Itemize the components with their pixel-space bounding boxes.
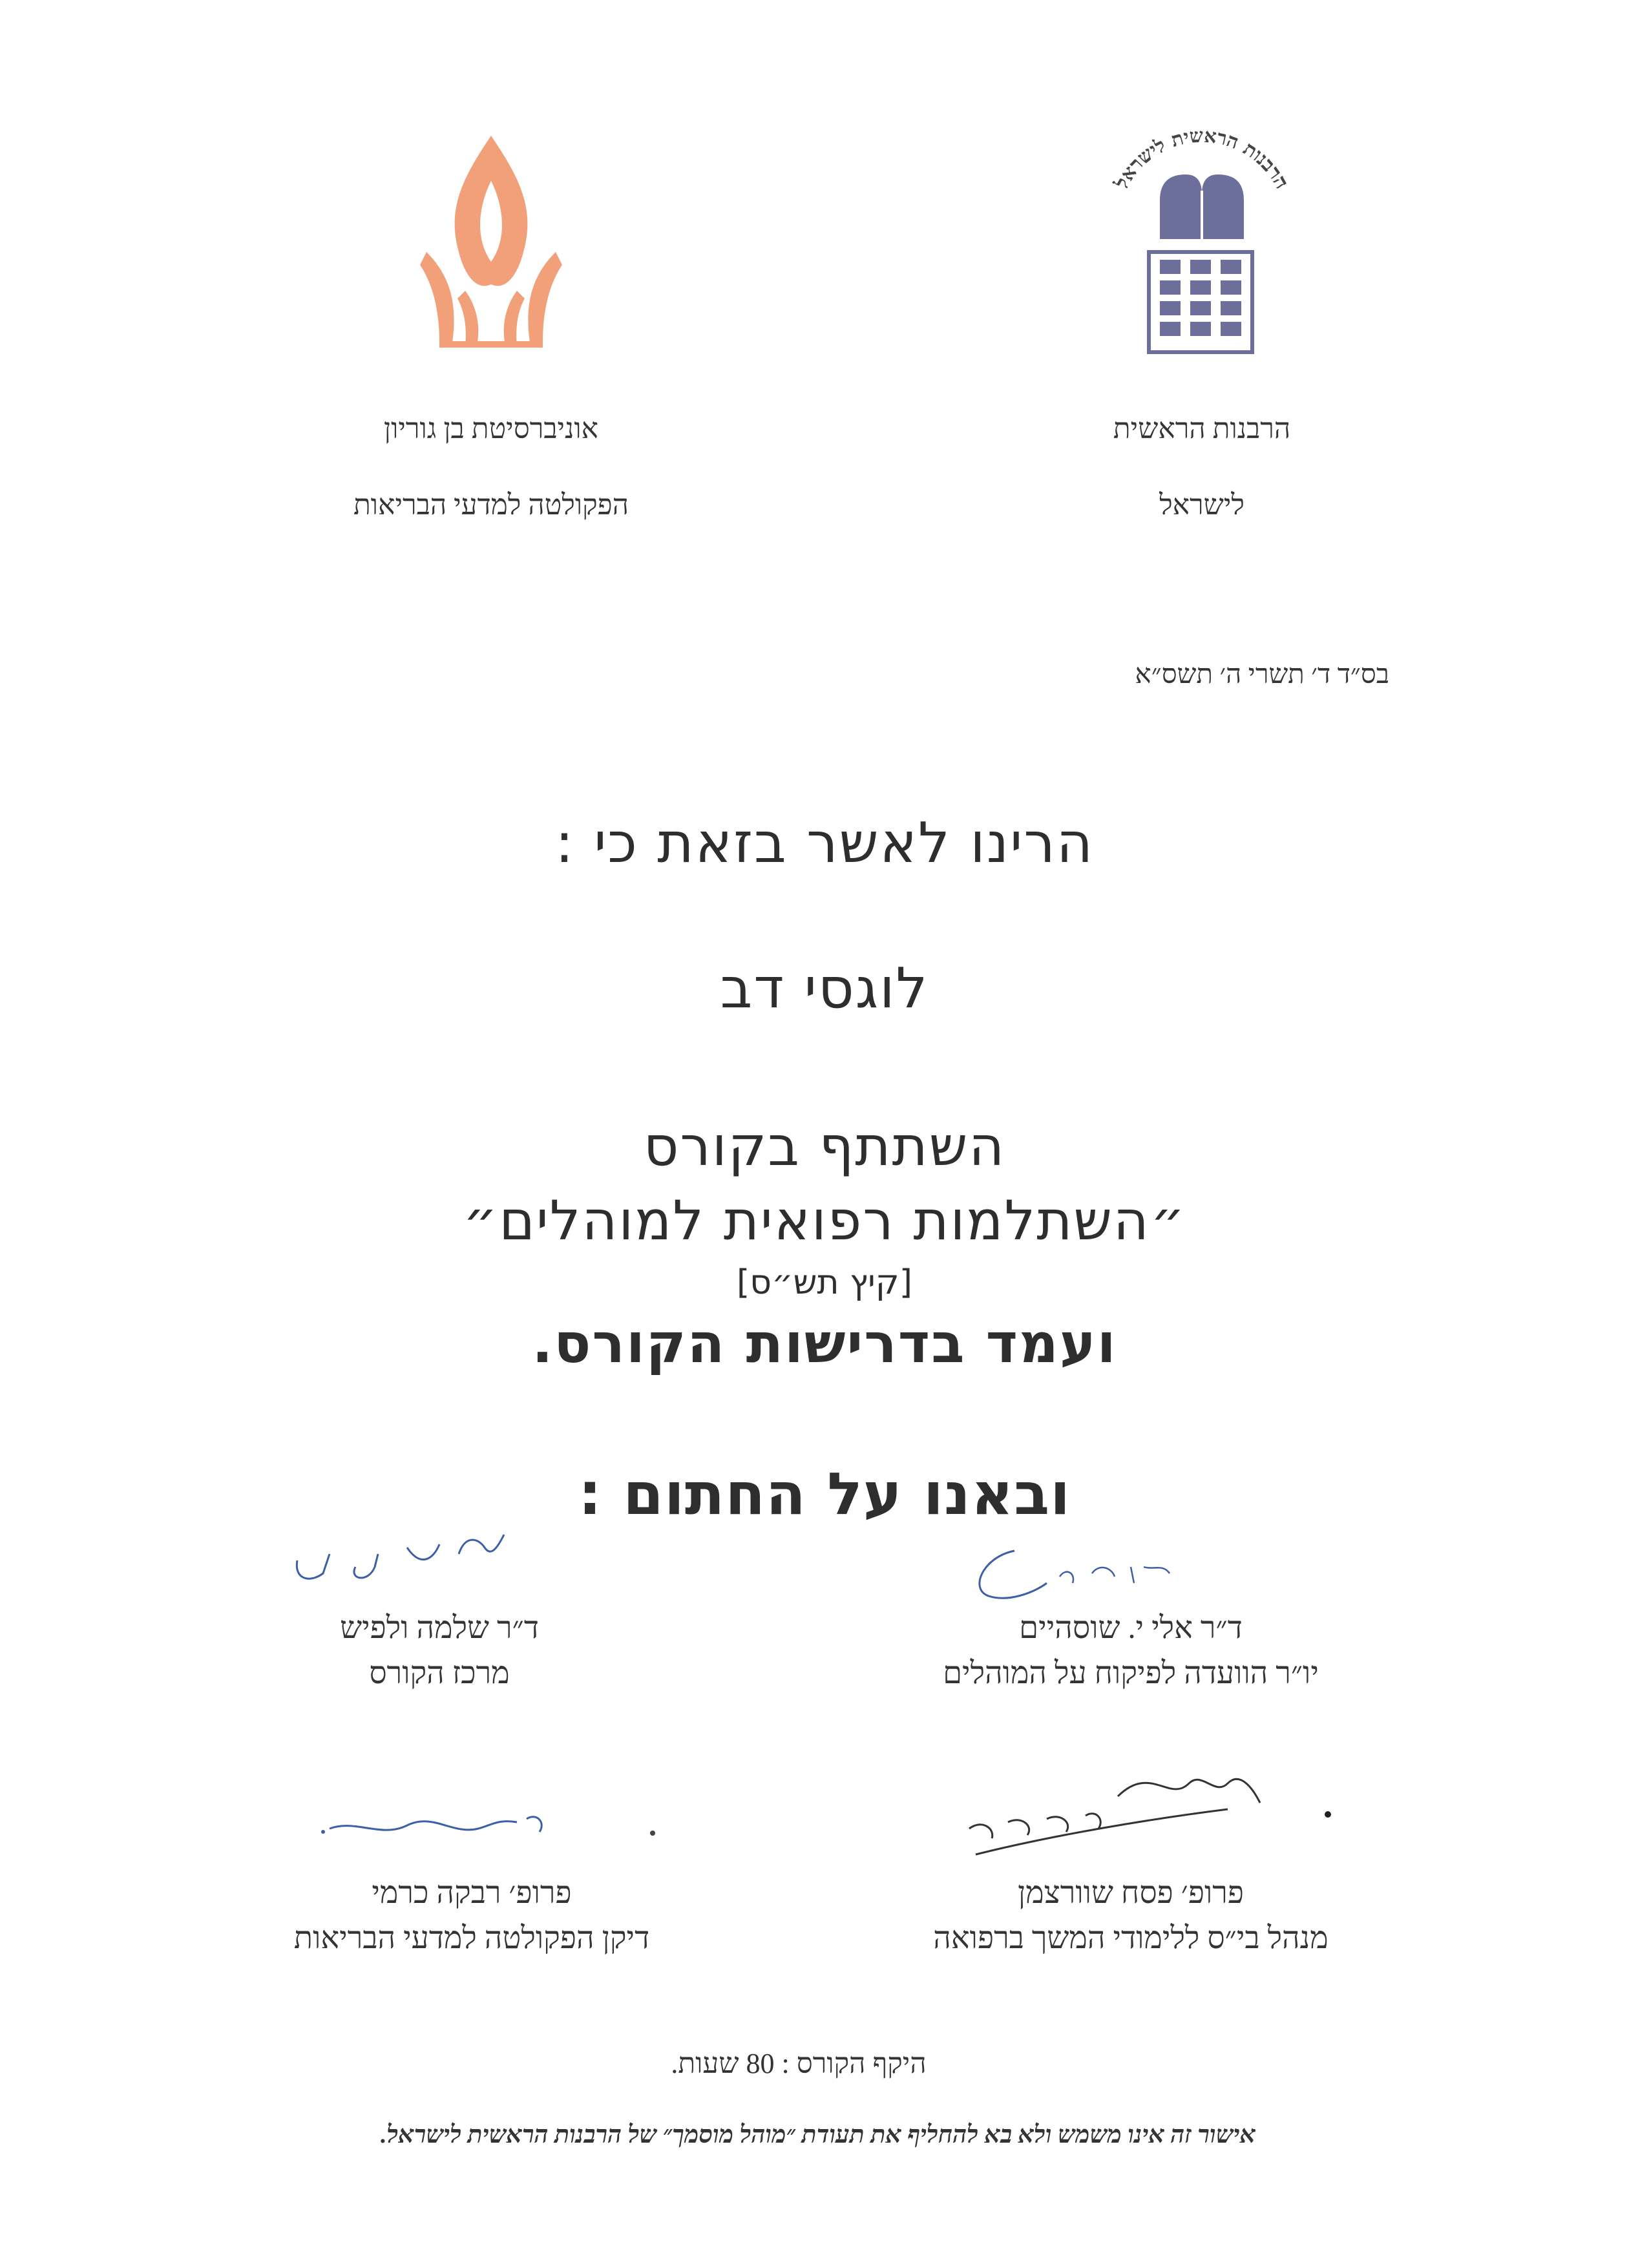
signatory-name-schussheim: ד״ר אלי י. שוסהיים xyxy=(1019,1611,1243,1645)
signatory-name-walfish: ד״ר שלמה ולפיש xyxy=(340,1611,539,1645)
faculty-name: הפקולטה למדעי הבריאות xyxy=(353,489,629,521)
signature-eli-schussheim xyxy=(963,1538,1182,1609)
signatory-name-shvartzman: פרופ׳ פסח שוורצמן xyxy=(1017,1876,1245,1910)
hebrew-date: בס״ד ד׳ תשרי ה׳ תשס״א xyxy=(1135,660,1389,689)
university-name: אוניברסיטת בן גוריון xyxy=(383,413,599,445)
signatory-name-carmi: פרופ׳ רבקה כרמי xyxy=(372,1876,572,1910)
certification-intro: הרינו לאשר בזאת כי : xyxy=(554,811,1095,876)
signature-shlomo-walfish xyxy=(284,1522,517,1593)
signatory-title-walfish: מרכז הקורס xyxy=(369,1656,510,1690)
rabbinate-name-line2: לישראל xyxy=(1159,489,1245,521)
disclaimer: אישור זה אינו משמש ולא בא להחליף את תעודת ״מוהל מוסמך״ של הרבנות הראשית לישראל. xyxy=(381,2121,1255,2148)
signatory-title-carmi: דיקן הפקולטה למדעי הבריאות xyxy=(293,1921,650,1955)
signoff: ובאנו על החתום : xyxy=(578,1460,1071,1528)
signatory-title-schussheim: יו״ר הוועדה לפיקוח על המוהלים xyxy=(943,1656,1319,1690)
course-title: ״השתלמות רפואית למוהלים״ xyxy=(463,1189,1186,1252)
ben-gurion-university-logo xyxy=(401,123,582,362)
met-requirements: ועמד בדרישות הקורס. xyxy=(532,1312,1117,1375)
signatory-title-shvartzman: מנהל בי״ס ללימודי המשך ברפואה xyxy=(933,1921,1329,1955)
chief-rabbinate-logo xyxy=(1073,90,1318,362)
participated-in-course: השתתף בקורס xyxy=(643,1115,1006,1178)
recipient-name: לוגסי דב xyxy=(720,956,929,1021)
signature-pesach-shvartzman xyxy=(956,1758,1344,1867)
logo-ring-text: הרבנות הראשית לישראל xyxy=(1110,124,1294,193)
course-period: [קיץ תש״ס] xyxy=(737,1263,912,1302)
signature-rivka-carmi xyxy=(304,1793,666,1851)
rabbinate-name-line1: הרבנות הראשית xyxy=(1113,413,1291,445)
course-scope: היקף הקורס : 80 שעות. xyxy=(671,2048,927,2079)
